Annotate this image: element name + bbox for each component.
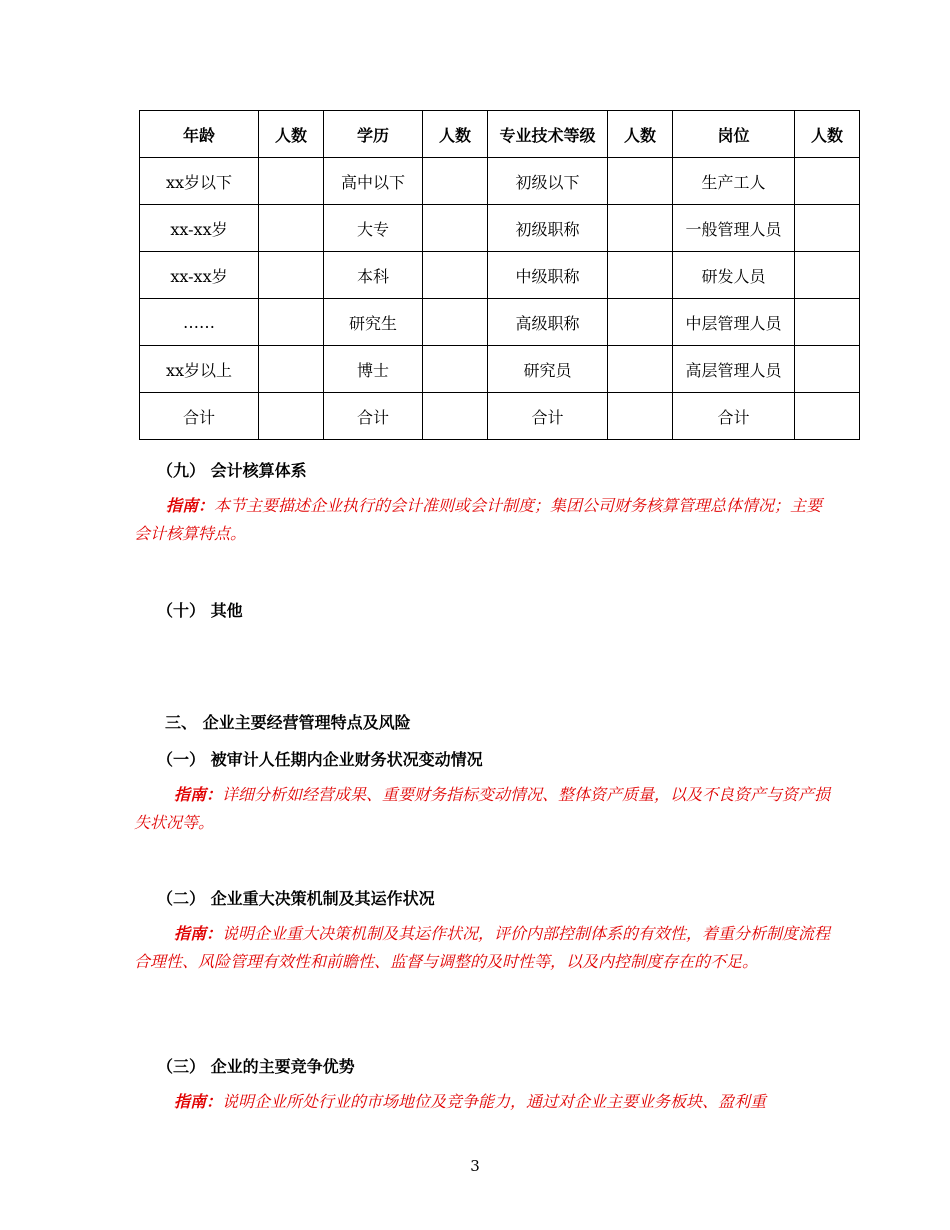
table-cell: 合计 [140,393,259,440]
table-cell: 高级职称 [488,299,608,346]
table-cell: 合计 [488,393,608,440]
table-cell [423,393,488,440]
table-row [140,205,860,252]
table-cell [423,346,488,393]
guide-accounting-system [134,492,834,548]
table-cell: 高层管理人员 [673,346,795,393]
table-header-cell: 专业技术等级 [488,111,608,158]
table-cell [259,158,324,205]
table-cell [608,346,673,393]
table-cell [423,252,488,299]
table-cell: 中层管理人员 [673,299,795,346]
table-cell: 合计 [324,393,423,440]
table-cell: …… [140,299,259,346]
table-cell [259,299,324,346]
guide-text: 说明企业重大决策机制及其运作状况，评价内部控制体系的有效性，着重分析制度流程合理性、风险管理有效性和前瞻性、监督与调整的及时性等，以及内控制度存在的不足。 [134,924,831,971]
table-header-cell: 人数 [259,111,324,158]
table-cell: 高中以下 [324,158,423,205]
table-cell: 生产工人 [673,158,795,205]
chapter-heading-operations-risk: 三、 企业主要经营管理特点及风险 [165,713,411,732]
section-heading-competitive-advantage: （三） 企业的主要竞争优势 [157,1057,355,1076]
table-cell: 博士 [324,346,423,393]
table-cell [795,158,860,205]
table-cell [608,158,673,205]
guide-label: 指南： [174,785,223,804]
table-cell [608,205,673,252]
table-cell [259,346,324,393]
table-header-cell: 人数 [423,111,488,158]
page-number: 3 [470,1157,480,1175]
table-cell [423,205,488,252]
section-heading-other: （十） 其他 [157,601,243,620]
table-row [140,393,860,440]
table-cell: xx-xx岁 [140,205,259,252]
table-header-row [140,111,860,158]
table-header-cell: 岗位 [673,111,795,158]
guide-text: 本节主要描述企业执行的会计准则或会计制度；集团公司财务核算管理总体情况；主要会计核算特点。 [134,496,823,543]
guide-decision-mechanism [134,920,834,976]
table-cell [423,158,488,205]
staff-composition-table [139,110,860,440]
table-cell: 中级职称 [488,252,608,299]
table-cell: 研发人员 [673,252,795,299]
table-cell: 研究生 [324,299,423,346]
table-row [140,158,860,205]
table-header-cell: 人数 [608,111,673,158]
table-cell: xx-xx岁 [140,252,259,299]
table-cell [795,346,860,393]
table-cell [795,299,860,346]
table-row [140,299,860,346]
guide-competitive-advantage [134,1088,834,1116]
table-cell: 一般管理人员 [673,205,795,252]
table-cell: 初级职称 [488,205,608,252]
table-cell [608,393,673,440]
table-cell [259,205,324,252]
guide-label: 指南： [174,924,223,943]
guide-financial-change [134,781,834,837]
table-row [140,346,860,393]
section-heading-accounting-system: （九） 会计核算体系 [157,461,307,480]
guide-label: 指南： [166,496,215,515]
table-header-cell: 学历 [324,111,423,158]
guide-text: 说明企业所处行业的市场地位及竞争能力，通过对企业主要业务板块、盈利重 [222,1092,767,1111]
table-cell: xx岁以下 [140,158,259,205]
table-row [140,252,860,299]
table-cell [608,299,673,346]
table-cell: 大专 [324,205,423,252]
table-cell: xx岁以上 [140,346,259,393]
table-cell [795,252,860,299]
table-cell: 研究员 [488,346,608,393]
guide-label: 指南： [174,1092,223,1111]
section-heading-financial-change: （一） 被审计人任期内企业财务状况变动情况 [157,750,483,769]
section-heading-decision-mechanism: （二） 企业重大决策机制及其运作状况 [157,889,435,908]
table-cell [795,393,860,440]
table-cell: 本科 [324,252,423,299]
guide-text: 详细分析如经营成果、重要财务指标变动情况、整体资产质量，以及不良资产与资产损失状况等。 [134,785,831,832]
table-cell [608,252,673,299]
table-cell: 初级以下 [488,158,608,205]
table-body [140,111,860,440]
table-header-cell: 年龄 [140,111,259,158]
table-cell: 合计 [673,393,795,440]
table-header-cell: 人数 [795,111,860,158]
table-cell [259,393,324,440]
table-cell [795,205,860,252]
table-cell [259,252,324,299]
table-cell [423,299,488,346]
